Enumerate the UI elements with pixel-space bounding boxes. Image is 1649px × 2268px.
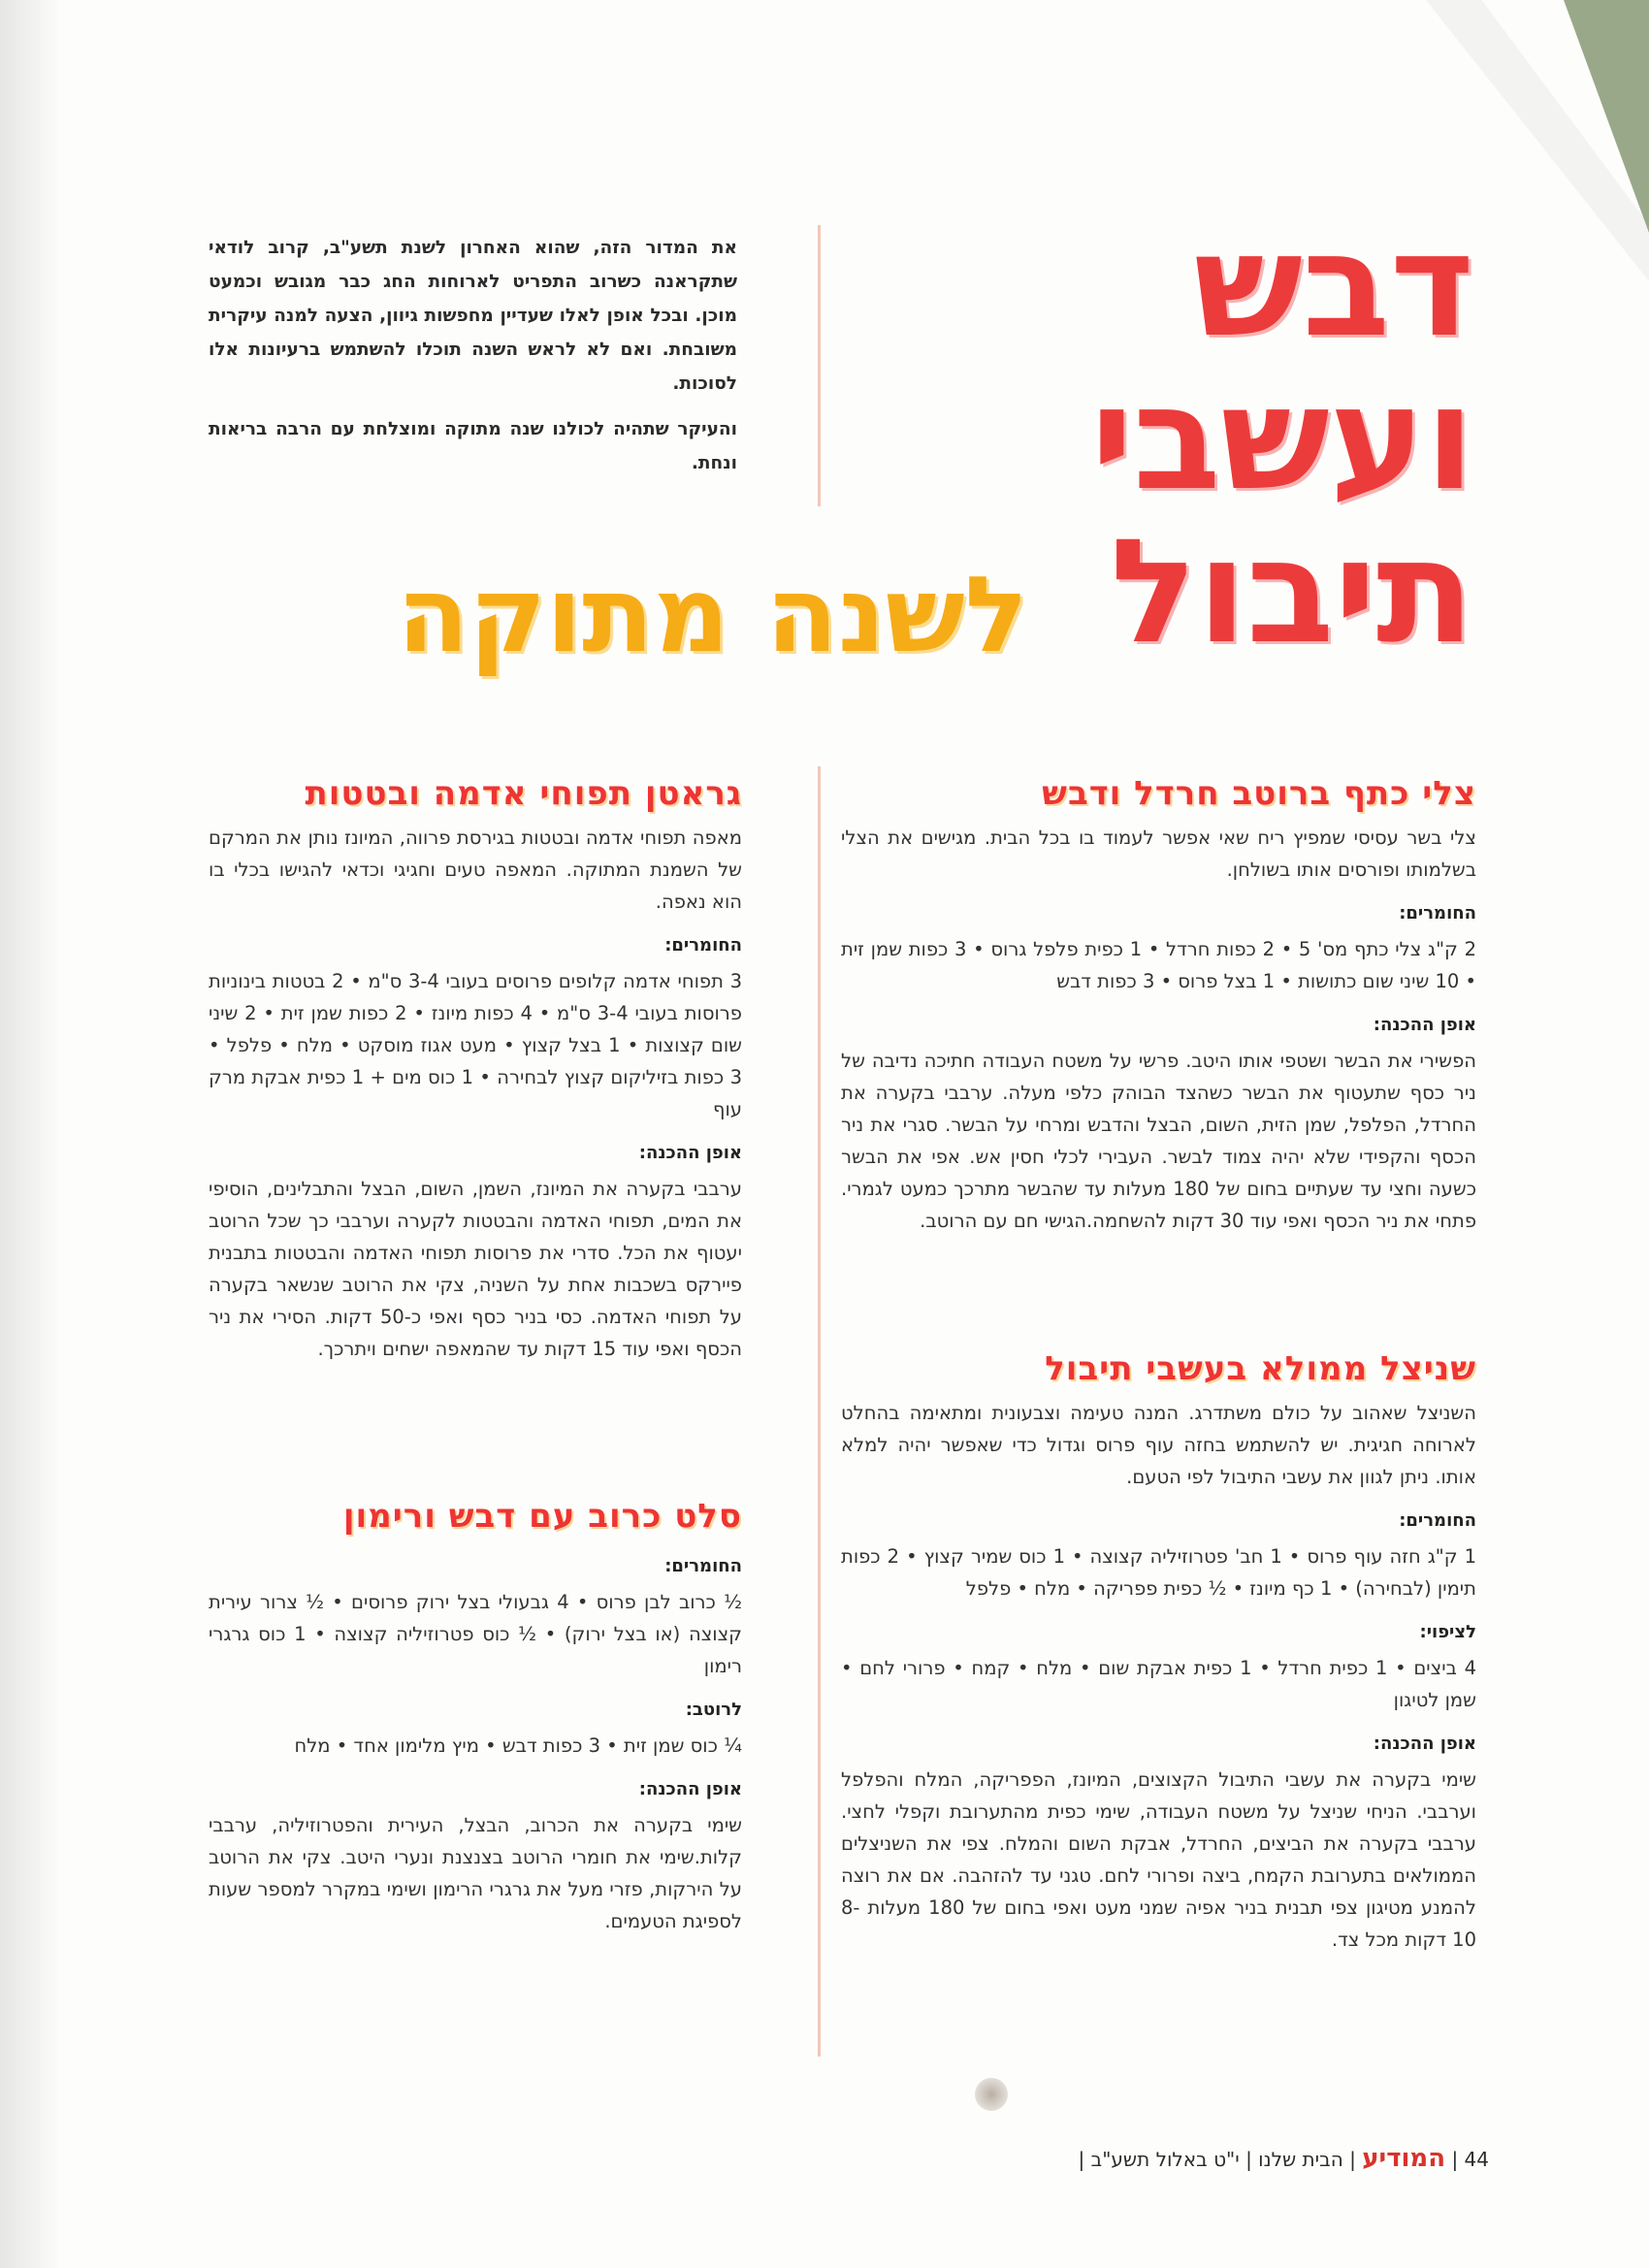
recipe-schnitzel: [841, 1346, 1476, 1956]
intro-text: [209, 231, 737, 492]
intro-paragraph-2: והעיקר שתהיה לכולנו שנה מתוקה ומוצלחת עם הרבה בריאות ונחת.: [209, 419, 737, 473]
ingredients-label: החומרים:: [1399, 903, 1476, 923]
intro-divider: [818, 225, 821, 506]
sauce-list: ¼ כוס שמן זית • 3 כפות דבש • מיץ מלימון אחד • מלח: [294, 1734, 742, 1757]
ingredients-list: 3 תפוחי אדמה קלופים פרוסים בעובי 3-4 ס"מ • 2 בטטות בינוניות פרוסות בעובי 3-4 ס"מ • 4 כפות מיונז • 2 כפות שמן זית • 2 שיני שום קצוצות • 1 בצל קצוץ • מעט אגוז מוסקט • מלח • פלפל • 3 כפות בזיליקום קצוץ לבחירה • 1 כוס מים + 1 כפית אבקת מרק עוף: [209, 970, 742, 1120]
section-name: הבית שלנו: [1258, 2148, 1343, 2171]
intro-paragraph-1: את המדור הזה, שהוא האחרון לשנת תשע"ב, קרוב לודאי שתקראנה כשרוב התפריט לארוחות החג כבר מגובש וכמעט מוכן. ובכל אופן לאלו שעדיין מחפשות גיוון, הצעה למנה עיקרית משובחת. ואם לא לראש השנה תוכלו להשתמש ברעיונות אלו לסוכות.: [209, 238, 737, 394]
recipe-title: גראטן תפוחי אדמה ובטטות: [305, 774, 742, 813]
issue-date: י"ט באלול תשע"ב: [1090, 2148, 1240, 2171]
page-number: 44: [1464, 2148, 1489, 2171]
method-label: אופן ההכנה:: [638, 1143, 742, 1163]
recipe-title: צלי כתף ברוטב חרדל ודבש: [1042, 774, 1476, 813]
recipe-title: שניצל ממולא בעשבי תיבול: [1045, 1349, 1476, 1388]
ingredients-list: 1 ק"ג חזה עוף פרוס • 1 חב' פטרוזיליה קצוצה • 1 כוס שמיר קצוץ • 2 כפות תימין (לבחירה) • 1 כף מיונז • ½ כפית פפריקה • מלח • פלפל: [841, 1545, 1476, 1600]
column-divider: [818, 766, 821, 2057]
method-text: ערבבי בקערה את המיונז, השמן, השום, הבצל והתבלינים, הוסיפי את המים, תפוחי האדמה והבטטות לקערה וערבבי כך שכל הרוטב יעטוף את הכל. סדרי את פרוסות תפוחי האדמה והבטטות בתבנית פיירקס בשכבות אחת על השניה, צקי את הרוטב שנשאר בקערה על תפוחי האדמה. כסי בניר כסף ואפי כ-50 דקות. הסירי את ניר הכסף ואפי עוד 15 דקות עד שהמאפה ישחים ויתרכך.: [209, 1178, 743, 1360]
title-line-1: דבש: [1193, 202, 1474, 369]
ingredients-label: החומרים:: [1399, 1510, 1476, 1531]
ingredients-list: 2 ק"ג צלי כתף מס' 5 • 2 כפות חרדל • 1 כפית פלפל גרוס • 3 כפות שמן זית • 10 שיני שום כתושות • 1 בצל פרוס • 3 כפות דבש: [841, 938, 1476, 992]
newspaper-logo: המודיע: [1362, 2144, 1446, 2173]
method-text: שימי בקערה את עשבי התיבול הקצוצים, המיונז, הפפריקה, המלח והפלפל וערבבי. הניחי שניצל על משטח העבודה, שימי כפית מהתערובת וקפלי לחצי. ערבבי בקערה את הביצים, החרדל, אבקת השום והמלח. צפי את השניצלים הממולאים בתערובת הקמח, ביצה ופרורי לחם. טגני עד להזהבה. אם את רוצה להמנע מטיגון צפי תבנית בניר אפיה שמני מעט ואפי בחום של 180 מעלות 8-10 דקות מכל צד.: [841, 1768, 1476, 1951]
method-label: אופן ההכנה:: [1373, 1733, 1476, 1754]
ingredients-list: ½ כרוב לבן פרוס • 4 גבעולי בצל ירוק פרוסים • ½ צרור עירית קצוצה (או בצל ירוק) • ½ כוס פטרוזיליה קצוצה • 1 כוס גרגרי רימון: [209, 1591, 742, 1677]
method-label: אופן ההכנה:: [1373, 1015, 1476, 1035]
recipe-cabbage-salad: [209, 1494, 742, 1937]
method-text: הפשירי את הבשר ושטפי אותו היטב. פרשי על משטח העבודה חתיכה נדיבה של ניר כסף שתעטוף את הבשר כשהצד הבוהק כלפי מעלה. ערבבי בקערה את החרדל, הפלפל, שמן הזית, השום, הבצל והדבש ומרחי על הבשר. סגרי את ניר הכסף והקפידי שלא יהיה צמוד לבשר. העבירי לכלי חסין אש. אפי את הבשר כשעה וחצי עד שעתיים בחום של 180 מעלות עד שהבשר מתרכך כמעט לגמרי. פתחי את ניר הכסף ואפי עוד 30 דקות להשחמה.הגישי חם עם הרוטב.: [841, 1050, 1477, 1232]
recipe-description: צלי בשר עסיסי שמפיץ ריח שאי אפשר לעמוד בו בכל הבית. מגישים את הצלי בשלמותו ופורסים אותו בשולחן.: [841, 826, 1476, 881]
page-footer: 44 | המודיע | הבית שלנו | י"ט באלול תשע"ב |: [1078, 2144, 1489, 2173]
title-line-2: ועשבי: [1090, 355, 1474, 522]
main-title: [1028, 202, 1474, 675]
page-edge-shadow: [0, 0, 58, 2268]
recipe-title: סלט כרוב עם דבש ורימון: [342, 1497, 742, 1536]
ingredients-label: החומרים:: [664, 1556, 742, 1576]
sauce-label: לרוטב:: [685, 1700, 742, 1720]
subtitle: לשנה מתוקה: [397, 555, 1028, 676]
coating-label: לציפוי:: [1419, 1622, 1476, 1642]
coating-list: 4 ביצים • 1 כפית חרדל • 1 כפית אבקת שום • מלח • קמח • פרורי לחם • שמן לטיגון: [841, 1657, 1476, 1711]
recipe-description: מאפה תפוחי אדמה ובטטות בגירסת פרווה, המיונז נותן את המרקם של השמנת המתוקה. המאפה טעים וחגיגי וכדאי להגישו בכלי בו הוא נאפה.: [209, 826, 742, 913]
method-label: אופן ההכנה:: [638, 1779, 742, 1799]
title-line-3: תיבול: [1110, 508, 1474, 675]
ingredients-label: החומרים:: [664, 935, 742, 956]
method-text: שימי בקערה את הכרוב, הבצל, העירית והפטרוזיליה, ערבבי קלות.שימי את חומרי הרוטב בצנצנת ונערי היטב. צקי את הרוטב על הירקות, פזרי מעל את גרגרי הרימון ושימי במקרר למספר שעות לספיגת הטעמים.: [209, 1814, 742, 1932]
paper-stain: [975, 2078, 1008, 2111]
recipe-description: השניצל שאהוב על כולם משתדרג. המנה טעימה וצבעונית ומתאימה בהחלט לארוחה חגיגית. יש להשתמש בחזה עוף פרוס וגדול כדי שאפשר יהיה למלא אותו. ניתן לגוון את עשבי התיבול לפי הטעם.: [841, 1402, 1476, 1488]
recipe-roast: [841, 771, 1476, 1237]
recipe-gratin: [209, 771, 742, 1365]
